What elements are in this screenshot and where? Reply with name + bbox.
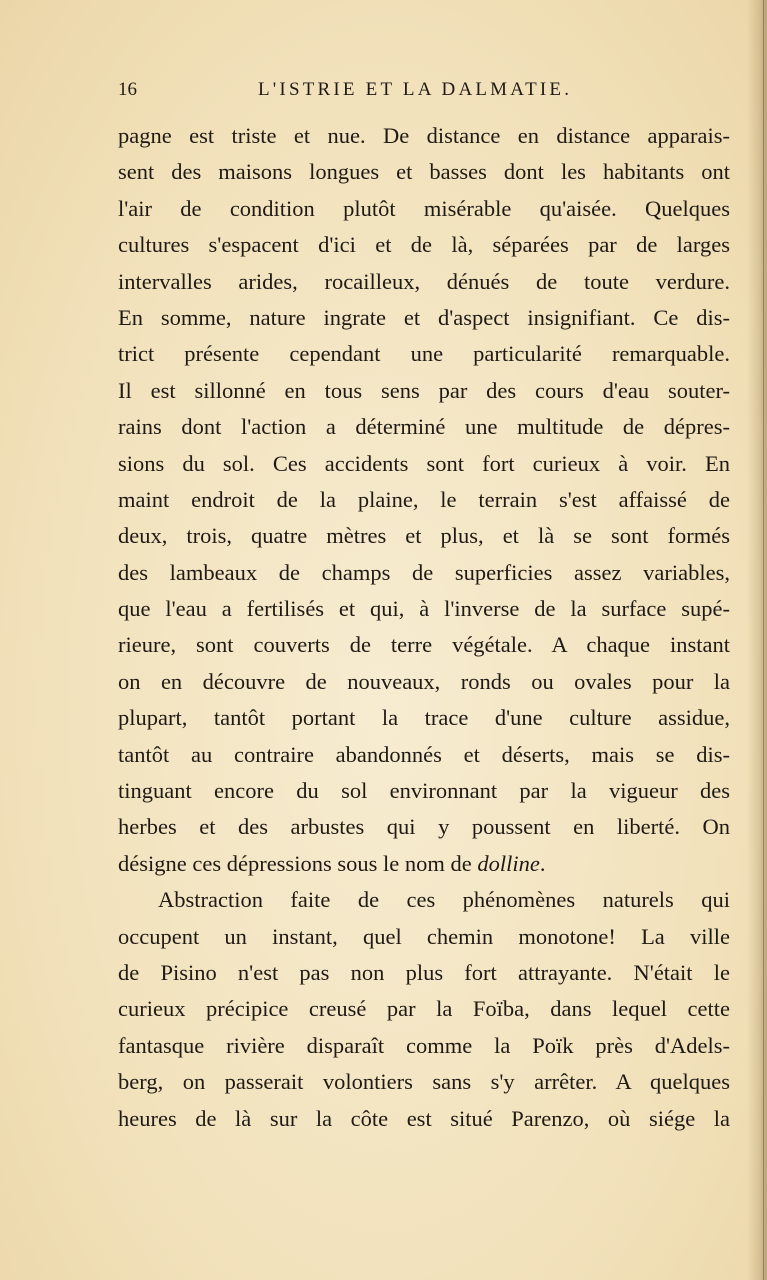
text-line: tinguant encore du sol environnant par la vigueur des [118, 778, 730, 804]
text-line: des lambeaux de champs de superficies assez variables, [118, 559, 730, 585]
text-line: l'air de condition plutôt misérable qu'aisée. Quelques [118, 195, 730, 221]
text-line: curieux précipice creusé par la Foïba, dans lequel cette [118, 996, 730, 1022]
text-line: intervalles arides, rocailleux, dénués de toute verdure. [118, 268, 730, 294]
text-line: cultures s'espacent d'ici et de là, séparées par de larges [118, 232, 730, 258]
paragraph-1 [118, 118, 730, 882]
text-line: de Pisino n'est pas non plus fort attrayante. N'était le [118, 959, 730, 985]
paragraph-2 [118, 882, 730, 1137]
text-line: tantôt au contraire abandonnés et déserts, mais se dis- [118, 741, 730, 767]
page-number: 16 [118, 79, 137, 100]
text-line-indented: Abstraction faite de ces phénomènes naturels qui [158, 887, 730, 913]
running-title: L'ISTRIE ET LA DALMATIE. [258, 79, 573, 100]
text-line: berg, on passerait volontiers sans s'y arrêter. A quelques [118, 1069, 730, 1095]
text-line: deux, trois, quatre mètres et plus, et là se sont formés [118, 523, 730, 549]
text-line: pagne est triste et nue. De distance en distance apparais- [118, 123, 730, 148]
page-edge [747, 0, 767, 1280]
text-line: heures de là sur la côte est situé Parenzo, où siége la [118, 1105, 730, 1131]
text-line: sent des maisons longues et basses dont les habitants ont [118, 159, 730, 185]
italic-term: dolline [477, 850, 540, 876]
text-line: on en découvre de nouveaux, ronds ou ovales pour la [118, 668, 730, 694]
text-line: que l'eau a fertilisés et qui, à l'inverse de la surface supé- [118, 596, 730, 622]
text-line-final [118, 846, 730, 882]
text-line: Il est sillonné en tous sens par des cours d'eau souter- [118, 377, 730, 403]
text-line: plupart, tantôt portant la trace d'une culture assidue, [118, 705, 730, 731]
text-line: occupent un instant, quel chemin monotone! La ville [118, 923, 730, 949]
running-header [118, 79, 738, 107]
text-line: herbes et des arbustes qui y poussent en liberté. On [118, 814, 730, 840]
body-text [118, 118, 730, 1137]
text-line: trict présente cependant une particularité remarquable. [118, 341, 730, 367]
text-line: maint endroit de la plaine, le terrain s'est affaissé de [118, 486, 730, 512]
text-line: En somme, nature ingrate et d'aspect insignifiant. Ce dis- [118, 304, 730, 330]
text-line: fantasque rivière disparaît comme la Poïk près d'Adels- [118, 1032, 730, 1058]
text-line-prefix: désigne ces dépressions sous le nom de [118, 850, 478, 876]
text-line-suffix: . [539, 850, 546, 876]
text-line: sions du sol. Ces accidents sont fort curieux à voir. En [118, 450, 730, 476]
text-line: rieure, sont couverts de terre végétale. A chaque instant [118, 632, 730, 658]
text-line: rains dont l'action a déterminé une multitude de dépres- [118, 414, 730, 440]
